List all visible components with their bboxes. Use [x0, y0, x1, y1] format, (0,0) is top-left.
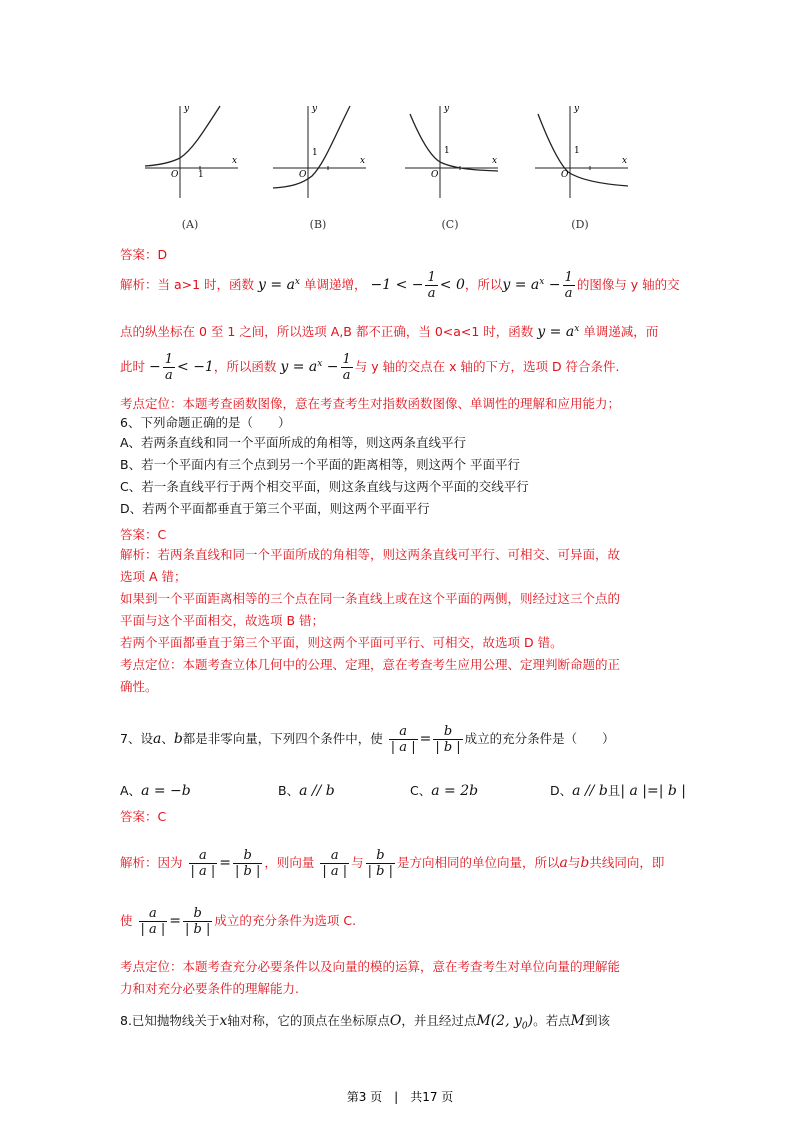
q7-explanation-line1: 解析：因为 $\frac{a}{| a |}$ = $\frac{b}{| b |}$ ，则向量 $\frac{a}{| a |}$ 与 $\frac{b}{| b |}$ 是方向相同的单位向量，所以a与b共线同向，即: [120, 848, 665, 879]
graph-b-origin: O: [299, 170, 307, 180]
q6-option-a: A、若两条直线和同一个平面所成的角相等，则这两条直线平行: [120, 435, 467, 450]
graph-a: [140, 100, 240, 240]
q7-option-d: D、a // b且| a |=| b |: [550, 783, 687, 799]
graph-a-plot: [140, 100, 240, 200]
q5-point: 考点定位：本题考查函数图像，意在考查考生对指数函数图像、单调性的理解和应用能力；: [120, 396, 621, 411]
q6-option-d: D、若两个平面都垂直于第三个平面，则这两个平面平行: [120, 501, 430, 516]
q7-stem: 7、设a、b都是非零向量，下列四个条件中，使 $\frac{a}{| a |}$ = $\frac{b}{| b |}$ 成立的充分条件是（ ）: [120, 724, 615, 755]
q7-point-1: 考点定位：本题考查充分必要条件以及向量的模的运算，意在考查考生对单位向量的理解能: [120, 959, 621, 974]
graph-a-x-label: x: [232, 156, 238, 166]
graph-c-x-label: x: [492, 156, 498, 166]
graph-d-x-label: x: [622, 156, 628, 166]
graph-b-plot: [268, 100, 368, 200]
graph-b-x-label: x: [360, 156, 366, 166]
q7-explanation-line2: 使 $\frac{a}{| a |}$ = $\frac{b}{| b |}$ 成立的充分条件为选项 C.: [120, 906, 357, 937]
graph-a-y-label: y: [184, 104, 190, 114]
q8-stem: 8.已知抛物线关于x轴对称，它的顶点在坐标原点O，并且经过点M(2, $y_0$)。若点M到该: [120, 1013, 610, 1032]
graph-b-label: (B): [309, 218, 327, 231]
graph-c-y-label: y: [444, 104, 450, 114]
q5-explanation-line3: 此时 − $\frac{1}{a}$ < −1，所以函数 $y = a^x$ − $\frac{1}{a}$ 与 y 轴的交点在 x 轴的下方，选项 D 符合条件.: [120, 352, 620, 383]
graph-c-tick: 1: [444, 146, 450, 156]
q7-point-2: 力和对充分必要条件的理解能力.: [120, 981, 299, 996]
graph-d-label: (D): [571, 218, 589, 231]
q6-option-c: C、若一条直线平行于两个相交平面，则这条直线与这两个平面的交线平行: [120, 479, 529, 494]
q5-explanation-line1: 解析：当 a>1 时，函数 $y = a^x$ 单调递增， −1 < − $\frac{1}{a}$ < 0，所以$y = a^x$ − $\frac{1}{a}$ 的图像与 y 轴的交: [120, 270, 680, 301]
page-footer: 第3 页 | 共17 页: [346, 1090, 454, 1104]
graph-c-plot: [400, 100, 500, 200]
q6-answer: 答案：C: [120, 527, 167, 542]
graph-a-tick: 1: [198, 170, 204, 180]
q5-answer: 答案：D: [120, 247, 168, 262]
q6-exp-7: 确性。: [120, 679, 158, 694]
q7-answer: 答案：C: [120, 809, 167, 824]
q6-option-b: B、若一个平面内有三个点到另一个平面的距离相等，则这两个 平面平行: [120, 457, 521, 472]
graph-c: [400, 100, 500, 240]
graph-d-plot: [530, 100, 630, 200]
q7-option-b: B、a // b: [278, 783, 335, 799]
graph-d-tick: 1: [574, 146, 580, 156]
graph-b-tick: 1: [312, 148, 318, 158]
q7-option-c: C、a = 2b: [410, 783, 479, 799]
q7-option-a: A、a = −b: [120, 783, 191, 799]
q6-exp-2: 选项 A 错；: [120, 569, 187, 584]
graph-d-origin: O: [561, 170, 569, 180]
graph-d-y-label: y: [574, 104, 580, 114]
graph-a-origin: O: [171, 170, 179, 180]
q5-explanation-line2: 点的纵坐标在 0 至 1 之间，所以选项 A,B 都不正确，当 0<a<1 时，函数 $y = a^x$ 单调递减，而: [120, 324, 659, 341]
graph-c-origin: O: [431, 170, 439, 180]
graph-b-y-label: y: [312, 104, 318, 114]
graph-b: [268, 100, 368, 240]
q6-exp-3: 如果到一个平面距离相等的三个点在同一条直线上或在这个平面的两侧，则经过这三个点的: [120, 591, 621, 606]
graph-a-label: (A): [181, 218, 199, 231]
graph-c-label: (C): [441, 218, 459, 231]
q6-exp-6: 考点定位：本题考查立体几何中的公理、定理，意在考查考生应用公理、定理判断命题的正: [120, 657, 621, 672]
q6-exp-4: 平面与这个平面相交，故选项 B 错；: [120, 613, 325, 628]
q6-stem: 6、下列命题正确的是（ ）: [120, 415, 291, 430]
q6-exp-5: 若两个平面都垂直于第三个平面，则这两个平面可平行、可相交，故选项 D 错。: [120, 635, 563, 650]
graph-d: [530, 100, 630, 240]
q6-exp-1: 解析：若两条直线和同一个平面所成的角相等，则这两条直线可平行、可相交、可异面，故: [120, 547, 621, 562]
